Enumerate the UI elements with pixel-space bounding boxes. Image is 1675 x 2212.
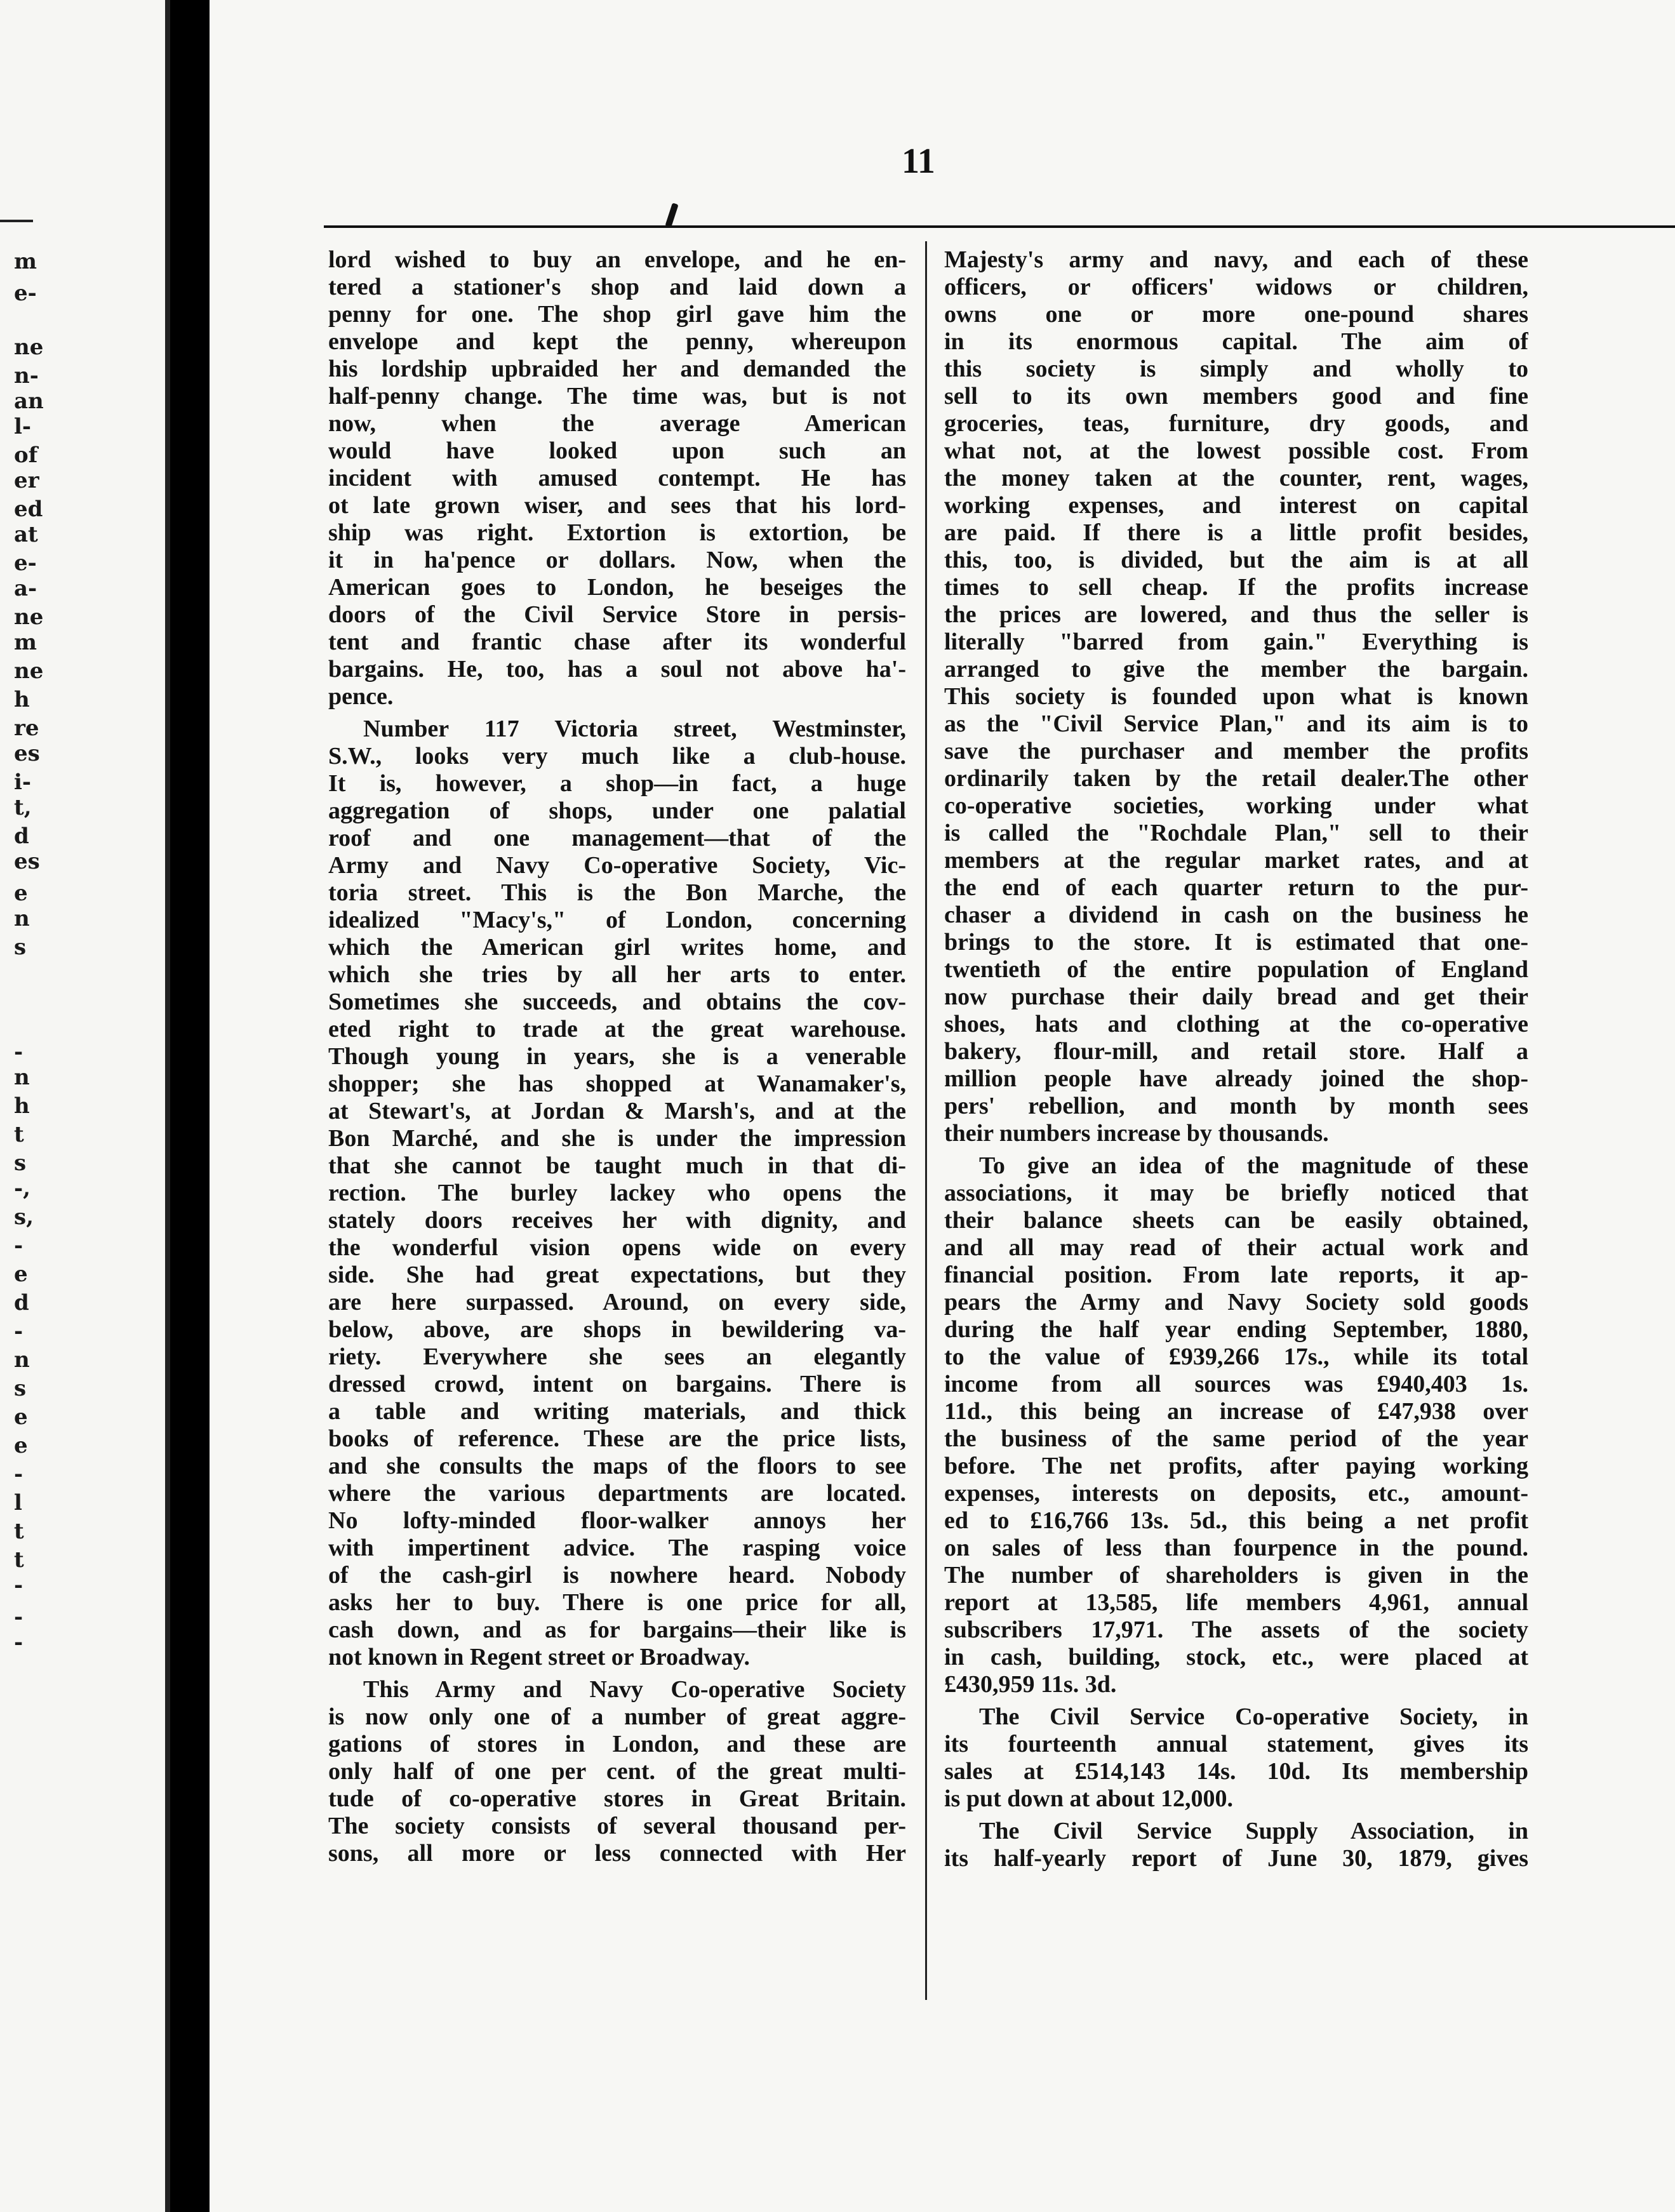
text-line: dressed crowd, intent on bargains. There is	[328, 1371, 906, 1397]
text-column-left	[328, 246, 906, 1867]
text-line: in its enormous capital. The aim of	[944, 328, 1528, 355]
text-line: the wonderful vision opens wide on every	[328, 1234, 906, 1261]
left-page-fragment: e	[14, 881, 28, 906]
text-line: eted right to trade at the great warehouse.	[328, 1016, 906, 1043]
text-line: ed to £16,766 13s. 5d., this being a net profit	[944, 1507, 1528, 1534]
text-line: side. She had great expectations, but they	[328, 1262, 906, 1288]
text-line: literally "barred from gain." Everything is	[944, 629, 1528, 655]
text-line: associations, it may be briefly noticed that	[944, 1180, 1528, 1206]
text-line: would have looked upon such an	[328, 437, 906, 464]
text-line: cash down, and as for bargains—their like is	[328, 1616, 906, 1643]
text-line: Number 117 Victoria street, Westminster,	[363, 716, 906, 742]
text-line: with impertinent advice. The rasping voice	[328, 1535, 906, 1561]
text-line: ot late grown wiser, and sees that his lord-	[328, 492, 906, 519]
text-line: arranged to give the member the bargain.	[944, 656, 1528, 683]
text-line: is now only one of a number of great aggre-	[328, 1703, 906, 1730]
left-page-fragment: n-	[14, 363, 39, 389]
text-line: save the purchaser and member the profits	[944, 738, 1528, 764]
text-line: their balance sheets can be easily obtained,	[944, 1207, 1528, 1234]
left-page-fragment: t	[14, 1519, 24, 1544]
paragraph-gap	[944, 1813, 1528, 1818]
header-rule	[324, 225, 1675, 228]
text-line: this, too, is divided, but the aim is at all	[944, 547, 1528, 573]
text-line: chaser a dividend in cash on the business he	[944, 902, 1528, 928]
left-page-fragment: -	[14, 1319, 23, 1344]
text-line: the end of each quarter return to the pur-	[944, 874, 1528, 901]
text-line: in cash, building, stock, etc., were placed at	[944, 1644, 1528, 1670]
left-page-edge	[0, 0, 170, 2212]
text-line: riety. Everywhere she sees an elegantly	[328, 1343, 906, 1370]
text-line: lord wished to buy an envelope, and he en-	[328, 246, 906, 273]
text-line: The Civil Service Co-operative Society, in	[979, 1703, 1528, 1730]
left-page-fragment: e	[14, 1404, 28, 1430]
text-line: tude of co-operative stores in Great Britain.	[328, 1785, 906, 1812]
left-page-fragment: es	[14, 741, 40, 766]
text-line: rection. The burley lackey who opens the	[328, 1180, 906, 1206]
text-line: co-operative societies, working under what	[944, 792, 1528, 819]
text-line: before. The net profits, after paying working	[944, 1453, 1528, 1479]
text-line: idealized "Macy's," of London, concerning	[328, 907, 906, 933]
text-line: This society is founded upon what is known	[944, 683, 1528, 710]
paragraph-gap	[328, 1671, 906, 1676]
text-line: officers, or officers' widows or children,	[944, 274, 1528, 300]
left-page-fragment: i-	[14, 770, 32, 795]
column-divider	[925, 241, 927, 2000]
text-line: not known in Regent street or Broadway.	[328, 1644, 750, 1670]
text-line: which the American girl writes home, and	[328, 934, 906, 961]
text-line: a table and writing materials, and thick	[328, 1398, 906, 1425]
text-line: pers' rebellion, and month by month sees	[944, 1093, 1528, 1119]
text-line: this society is simply and wholly to	[944, 356, 1528, 382]
text-line: groceries, teas, furniture, dry goods, and	[944, 410, 1528, 437]
text-line: tered a stationer's shop and laid down a	[328, 274, 906, 300]
text-line: To give an idea of the magnitude of these	[979, 1152, 1528, 1179]
text-line: It is, however, a shop—in fact, a huge	[328, 770, 906, 797]
text-line: envelope and kept the penny, whereupon	[328, 328, 906, 355]
left-page-fragment: -	[14, 1604, 23, 1630]
text-line: owns one or more one-pound shares	[944, 301, 1528, 328]
text-line: toria street. This is the Bon Marche, the	[328, 879, 906, 906]
text-line: of the cash-girl is nowhere heard. Nobody	[328, 1562, 906, 1589]
left-page-fragment: er	[14, 468, 39, 493]
paragraph-gap	[328, 710, 906, 716]
text-line: gations of stores in London, and these are	[328, 1731, 906, 1757]
text-line: bargains. He, too, has a soul not above ha'-	[328, 656, 906, 683]
left-page-fragment: h	[14, 1093, 30, 1119]
text-line: are paid. If there is a little profit besides,	[944, 519, 1528, 546]
text-line: twentieth of the entire population of England	[944, 956, 1528, 983]
text-line: 11d., this being an increase of £47,938 over	[944, 1398, 1528, 1425]
text-line: their numbers increase by thousands.	[944, 1120, 1329, 1147]
text-line: now, when the average American	[328, 410, 906, 437]
left-page-fragment: -	[14, 1039, 23, 1065]
text-line: incident with amused contempt. He has	[328, 465, 906, 491]
text-line: roof and one management—that of the	[328, 825, 906, 851]
text-line: The Civil Service Supply Association, in	[979, 1818, 1528, 1844]
text-line: it in ha'pence or dollars. Now, when the	[328, 547, 906, 573]
text-line: Bon Marché, and she is under the impression	[328, 1125, 906, 1152]
text-line: S.W., looks very much like a club-house.	[328, 743, 906, 770]
left-page-fragment: -,	[14, 1176, 30, 1201]
text-line: This Army and Navy Co-operative Society	[363, 1676, 906, 1703]
left-page-fragment: t,	[14, 795, 32, 820]
text-line: million people have already joined the shop-	[944, 1065, 1528, 1092]
text-line: and she consults the maps of the floors to see	[328, 1453, 906, 1479]
text-line: The society consists of several thousand per-	[328, 1813, 906, 1839]
left-page-fragment: l	[14, 1490, 22, 1516]
text-line: now purchase their daily bread and get their	[944, 983, 1528, 1010]
left-page-fragment: d	[14, 823, 29, 849]
text-column-right	[944, 246, 1528, 1872]
text-line: on sales of less than fourpence in the pound.	[944, 1535, 1528, 1561]
text-line: sell to its own members good and fine	[944, 383, 1528, 410]
text-line: is called the "Rochdale Plan," sell to their	[944, 820, 1528, 846]
text-line: pence.	[328, 683, 394, 710]
text-line: members at the regular market rates, and at	[944, 847, 1528, 874]
text-line: below, above, are shops in bewildering va-	[328, 1316, 906, 1343]
left-page-fragment: an	[14, 389, 44, 414]
text-line: Majesty's army and navy, and each of these	[944, 246, 1528, 273]
text-line: as the "Civil Service Plan," and its aim is to	[944, 710, 1528, 737]
left-page-fragment: s	[14, 935, 27, 960]
left-page-fragment: m	[14, 249, 37, 274]
text-line: income from all sources was £940,403 1s.	[944, 1371, 1528, 1397]
left-page-fragment: n	[14, 1065, 30, 1090]
left-page-fragment: h	[14, 687, 30, 712]
text-line: that she cannot be taught much in that di-	[328, 1152, 906, 1179]
text-line: books of reference. These are the price lists,	[328, 1425, 906, 1452]
left-page-fragment: m	[14, 630, 37, 655]
left-page-fragment: l-	[14, 414, 32, 439]
text-line: Though young in years, she is a venerable	[328, 1043, 906, 1070]
left-page-fragment: es	[14, 849, 40, 874]
text-line: No lofty-minded floor-walker annoys her	[328, 1507, 906, 1534]
text-line: shopper; she has shopped at Wanamaker's,	[328, 1070, 906, 1097]
left-page-fragment: s,	[14, 1204, 34, 1230]
paragraph-gap	[944, 1147, 1528, 1152]
left-page-fragment: e	[14, 1433, 28, 1458]
page-number: 11	[902, 142, 935, 181]
left-page-fragment: e-	[14, 281, 37, 306]
text-line: during the half year ending September, 1880,	[944, 1316, 1528, 1343]
text-line: to the value of £939,266 17s., while its total	[944, 1343, 1528, 1370]
left-page-fragment: s	[14, 1376, 27, 1401]
text-line: which she tries by all her arts to enter.	[328, 961, 906, 988]
text-line: what not, at the lowest possible cost. From	[944, 437, 1528, 464]
text-line: Sometimes she succeeds, and obtains the cov-	[328, 989, 906, 1015]
text-line: sons, all more or less connected with Her	[328, 1840, 906, 1867]
ink-mark	[665, 203, 678, 227]
text-line: his lordship upbraided her and demanded the	[328, 356, 906, 382]
text-line: brings to the store. It is estimated that one-	[944, 929, 1528, 956]
text-line: The number of shareholders is given in the	[944, 1562, 1528, 1589]
text-line: its fourteenth annual statement, gives its	[944, 1731, 1528, 1757]
text-line: only half of one per cent. of the great multi-	[328, 1758, 906, 1785]
left-page-fragment: s	[14, 1150, 27, 1176]
left-page-fragment: n	[14, 1347, 30, 1373]
text-line: where the various departments are located.	[328, 1480, 906, 1507]
text-line: stately doors receives her with dignity, and	[328, 1207, 906, 1234]
text-line: Army and Navy Co-operative Society, Vic-	[328, 852, 906, 879]
text-line: its half-yearly report of June 30, 1879, gives	[944, 1845, 1528, 1872]
text-line: at Stewart's, at Jordan & Marsh's, and at the	[328, 1098, 906, 1124]
left-page-fragment: at	[14, 522, 38, 547]
left-page-fragment: t	[14, 1122, 24, 1147]
left-page-fragment: e	[14, 1262, 28, 1287]
document-page	[210, 0, 1675, 2212]
left-page-fragment: ne	[14, 604, 44, 630]
text-line: ordinarily taken by the retail dealer.The other	[944, 765, 1528, 792]
text-line: the money taken at the counter, rent, wages,	[944, 465, 1528, 491]
left-page-fragment: -	[14, 1630, 23, 1655]
text-line: working expenses, and interest on capital	[944, 492, 1528, 519]
text-line: tent and frantic chase after its wonderful	[328, 629, 906, 655]
left-page-fragment: -	[14, 1462, 23, 1487]
text-line: shoes, hats and clothing at the co-operative	[944, 1011, 1528, 1037]
left-page-fragment: e-	[14, 550, 37, 576]
left-page-fragment: d	[14, 1290, 29, 1316]
paragraph-gap	[944, 1698, 1528, 1703]
left-page-fragment: t	[14, 1547, 24, 1573]
left-page-fragment: a-	[14, 576, 37, 601]
text-line: pears the Army and Navy Society sold goods	[944, 1289, 1528, 1316]
left-page-fragment: re	[14, 716, 39, 741]
text-line: half-penny change. The time was, but is not	[328, 383, 906, 410]
text-line: bakery, flour-mill, and retail store. Half a	[944, 1038, 1528, 1065]
text-line: £430,959 11s. 3d.	[944, 1671, 1117, 1698]
text-line: doors of the Civil Service Store in persis-	[328, 601, 906, 628]
text-line: subscribers 17,971. The assets of the society	[944, 1616, 1528, 1643]
text-line: the prices are lowered, and thus the seller is	[944, 601, 1528, 628]
text-line: report at 13,585, life members 4,961, annual	[944, 1589, 1528, 1616]
gutter-shadow	[165, 0, 170, 2212]
text-line: financial position. From late reports, it ap-	[944, 1262, 1528, 1288]
left-page-fragment: -	[14, 1573, 23, 1598]
left-page-fragment: -	[14, 1233, 23, 1258]
text-line: the business of the same period of the year	[944, 1425, 1528, 1452]
text-line: and all may read of their actual work and	[944, 1234, 1528, 1261]
left-page-fragment: n	[14, 906, 30, 931]
text-line: penny for one. The shop girl gave him the	[328, 301, 906, 328]
left-page-fragment: ne	[14, 335, 44, 360]
text-line: times to sell cheap. If the profits increase	[944, 574, 1528, 601]
text-line: asks her to buy. There is one price for all,	[328, 1589, 906, 1616]
text-line: ship was right. Extortion is extortion, be	[328, 519, 906, 546]
text-line: American goes to London, he beseiges the	[328, 574, 906, 601]
text-line: expenses, interests on deposits, etc., amount-	[944, 1480, 1528, 1507]
text-line: sales at £514,143 14s. 10d. Its membership	[944, 1758, 1528, 1785]
text-line: are here surpassed. Around, on every side,	[328, 1289, 906, 1316]
left-page-fragment: ed	[14, 496, 43, 522]
text-line: aggregation of shops, under one palatial	[328, 797, 906, 824]
text-line: is put down at about 12,000.	[944, 1785, 1234, 1812]
left-page-fragment: ne	[14, 658, 44, 684]
left-page-fragment: of	[14, 443, 38, 468]
left-page-rule	[0, 220, 33, 222]
